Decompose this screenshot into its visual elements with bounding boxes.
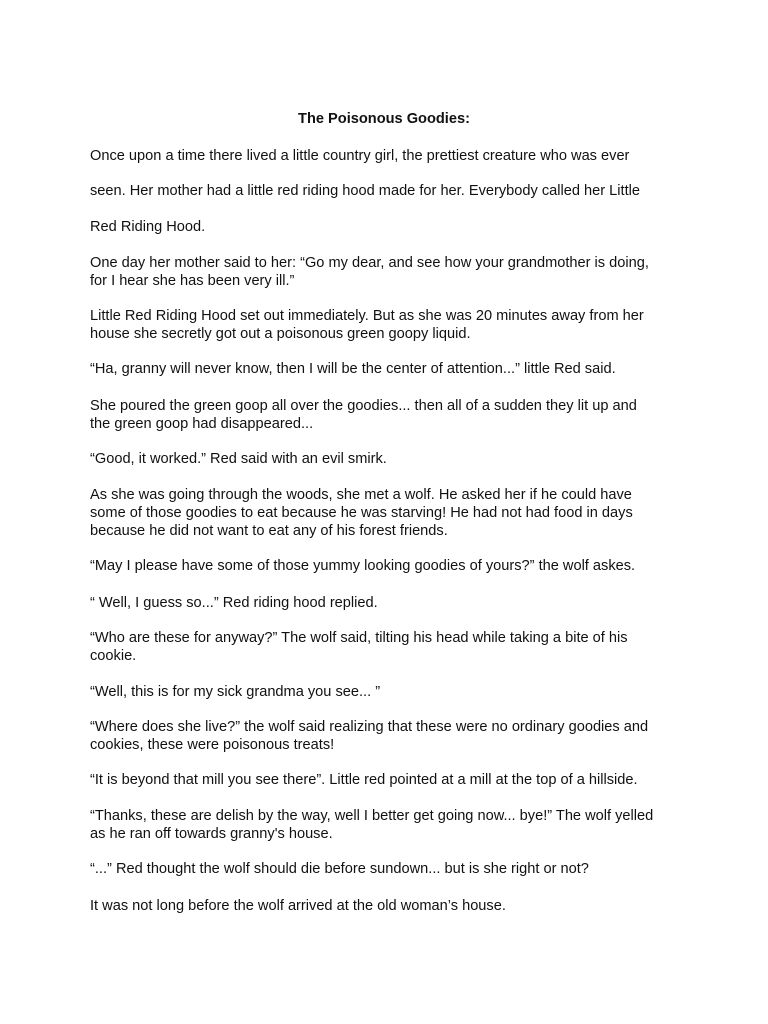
story-line-23: “Thanks, these are delish by the way, well I better get going now... bye!” The wolf yelled — [90, 808, 654, 824]
document-title: The Poisonous Goodies: — [298, 111, 470, 127]
story-line-3: Red Riding Hood. — [90, 219, 206, 235]
story-line-8: “Ha, granny will never know, then I will be the center of attention...” little Red said. — [90, 361, 616, 377]
story-line-14: because he did not want to eat any of his forest friends. — [90, 523, 448, 539]
story-line-1: Once upon a time there lived a little country girl, the prettiest creature who was ever — [90, 148, 630, 164]
story-line-12: As she was going through the woods, she met a wolf. He asked her if he could have — [90, 487, 632, 503]
story-line-22: “It is beyond that mill you see there”. Little red pointed at a mill at the top of a hillside. — [90, 772, 638, 788]
story-line-19: “Well, this is for my sick grandma you see... ” — [90, 684, 381, 700]
story-line-16: “ Well, I guess so...” Red riding hood replied. — [90, 595, 378, 611]
story-line-25: “...” Red thought the wolf should die before sundown... but is she right or not? — [90, 861, 589, 877]
story-line-6: Little Red Riding Hood set out immediately. But as she was 20 minutes away from her — [90, 308, 644, 324]
story-line-5: for I hear she has been very ill.” — [90, 273, 295, 289]
story-line-10: the green goop had disappeared... — [90, 416, 314, 432]
story-line-4: One day her mother said to her: “Go my dear, and see how your grandmother is doing, — [90, 255, 649, 271]
story-line-2: seen. Her mother had a little red riding hood made for her. Everybody called her Little — [90, 183, 641, 199]
story-line-24: as he ran off towards granny's house. — [90, 826, 333, 842]
story-line-17: “Who are these for anyway?” The wolf said, tilting his head while taking a bite of his — [90, 630, 628, 646]
story-line-9: She poured the green goop all over the goodies... then all of a sudden they lit up and — [90, 398, 637, 414]
story-line-26: It was not long before the wolf arrived at the old woman’s house. — [90, 898, 506, 914]
story-line-11: “Good, it worked.” Red said with an evil smirk. — [90, 451, 387, 467]
story-line-15: “May I please have some of those yummy looking goodies of yours?” the wolf askes. — [90, 558, 636, 574]
story-line-18: cookie. — [90, 648, 137, 664]
story-line-21: cookies, these were poisonous treats! — [90, 737, 335, 753]
story-line-7: house she secretly got out a poisonous green goopy liquid. — [90, 326, 471, 342]
story-line-20: “Where does she live?” the wolf said realizing that these were no ordinary goodies and — [90, 719, 649, 735]
story-line-13: some of those goodies to eat because he was starving! He had not had food in days — [90, 505, 633, 521]
